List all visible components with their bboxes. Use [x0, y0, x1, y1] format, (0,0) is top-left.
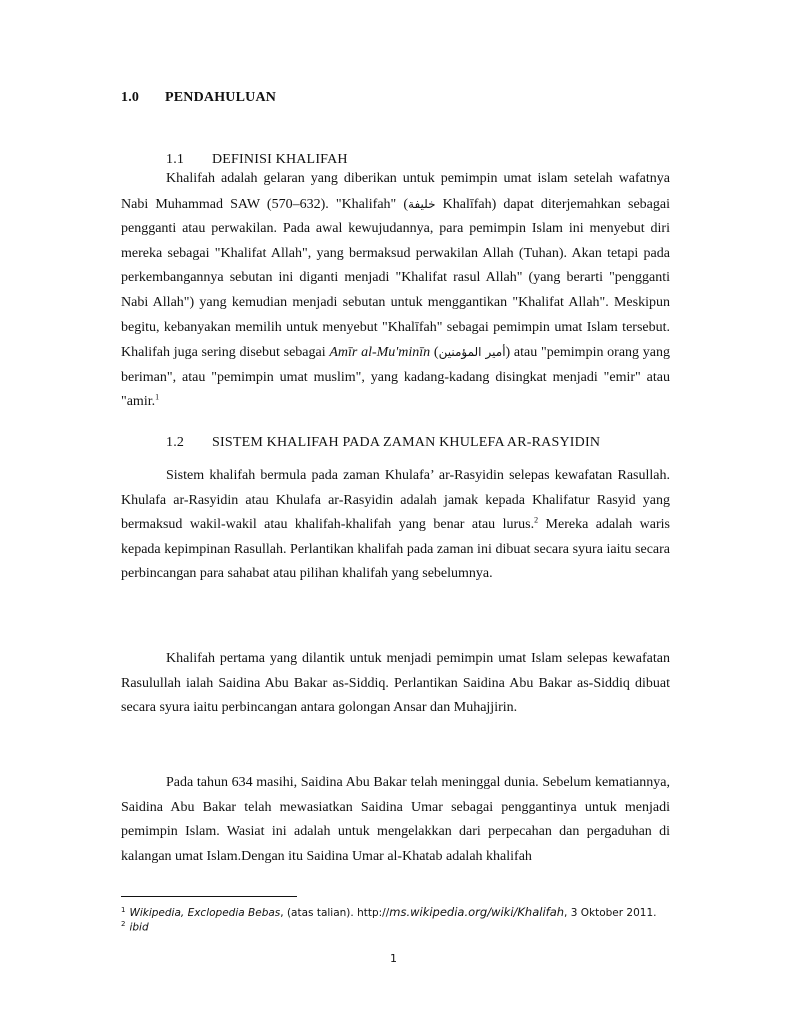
page-number: 1 — [390, 952, 397, 965]
paragraph-umar: Pada tahun 634 masihi, Saidina Abu Bakar telah meninggal dunia. Sebelum kematiannya, Saidina Abu Bakar telah mewasiatkan Saidina Umar sebagai penggantinya untuk menjadi pemimpin Islam. Wasiat ini adalah untuk mengelakkan dari perpecahan dan pergaduhan di kalangan umat Islam.Dengan itu Saidina Umar al-Khatab adalah khalifah — [121, 775, 670, 864]
arabic-khalifah: خليفة — [408, 196, 436, 211]
paragraph-abu-bakar: Khalifah pertama yang dilantik untuk menjadi pemimpin umat Islam selepas kewafatan Rasulullah ialah Saidina Abu Bakar as-Siddiq. Perlantikan Saidina Abu Bakar as-Siddiq dibuat secara syura iaitu perbincangan antara golongan Ansar dan Muhajjirin. — [121, 651, 670, 716]
footnote-link[interactable]: ms.wikipedia.org/wiki/Khalifah — [389, 905, 565, 919]
subsection-heading-1-1 — [166, 152, 348, 168]
section-number: 1.0 — [121, 90, 140, 105]
footnote-separator — [121, 896, 297, 897]
subsection-title: SISTEM KHALIFAH PADA ZAMAN KHULEFA AR-RASYIDIN — [212, 435, 601, 450]
subsection-number: 1.2 — [166, 435, 185, 450]
paragraph-definition: Khalifah adalah gelaran yang diberikan untuk pemimpin umat islam setelah wafatnya Nabi Muhammad SAW (570–632). "Khalifah" (خليفة Khalīfah) dapat diterjemahkan sebagai pengganti atau perwakilan. Pada awal kewujudannya, para pemimpin Islam ini menyebut diri mereka sebagai "Khalifat Allah", yang bermaksud perwakilan Allah (Tuhan). Akan tetapi pada perkembangannya sebutan ini diganti menjadi "Khalifat rasul Allah" (yang berarti "pengganti Nabi Allah") yang kemudian menjadi sebutan untuk menggantikan "Khalifat Allah". Meskipun begitu, kebanyakan memilih untuk menyebut "Khalīfah" sebagai pemimpin umat Islam tersebut. Khalifah juga sering disebut sebagai Amīr al-Mu'minīn (أمير المؤمنين) atau "pemimpin orang yang beriman", atau "pemimpin umat muslim", yang kadang-kadang disingkat menjadi "emir" atau "amir.$^1$ — [121, 171, 670, 410]
paragraph-system: Sistem khalifah bermula pada zaman Khulafa’ ar-Rasyidin selepas kewafatan Rasullah. Khulafa ar-Rasyidin atau Khulafa ar-Rasyidin adalah jamak kepada Khalifatur Rasyid yang bermaksud wakil-wakil atau khalifah-khalifah yang benar atau lurus.$^2$ Mereka adalah waris kepada kepimpinan Rasullah. Perlantikan khalifah pada zaman ini dibuat secara syura iaitu secara perbincangan para sahabat atau pilihan khalifah yang sebelumnya. — [121, 468, 671, 582]
section-heading — [121, 90, 276, 106]
subsection-title: DEFINISI KHALIFAH — [212, 152, 348, 167]
footnote-ref[interactable]: 2 — [534, 515, 539, 525]
subsection-heading-1-2 — [166, 435, 600, 451]
section-title: PENDAHULUAN — [165, 90, 277, 105]
subsection-number: 1.1 — [166, 152, 185, 167]
footnote-2 — [121, 920, 149, 934]
footnote-ref[interactable]: 1 — [155, 392, 160, 402]
footnote-source: Wikipedia, Exclopedia Bebas — [129, 907, 281, 919]
italic-term: Amīr al-Mu'minīn — [329, 345, 431, 361]
arabic-amir: أمير المؤمنين — [438, 345, 506, 360]
footnote-mark: 1 — [121, 905, 126, 914]
footnote-source: ibid — [129, 921, 149, 934]
footnote-1: $^1$ Wikipedia, Exclopedia Bebas, (atas talian). http://ms.wikipedia.org/wiki/Khalifah, 3 Oktober 2011. — [121, 905, 657, 919]
footnote-mark: 2 — [121, 920, 126, 928]
